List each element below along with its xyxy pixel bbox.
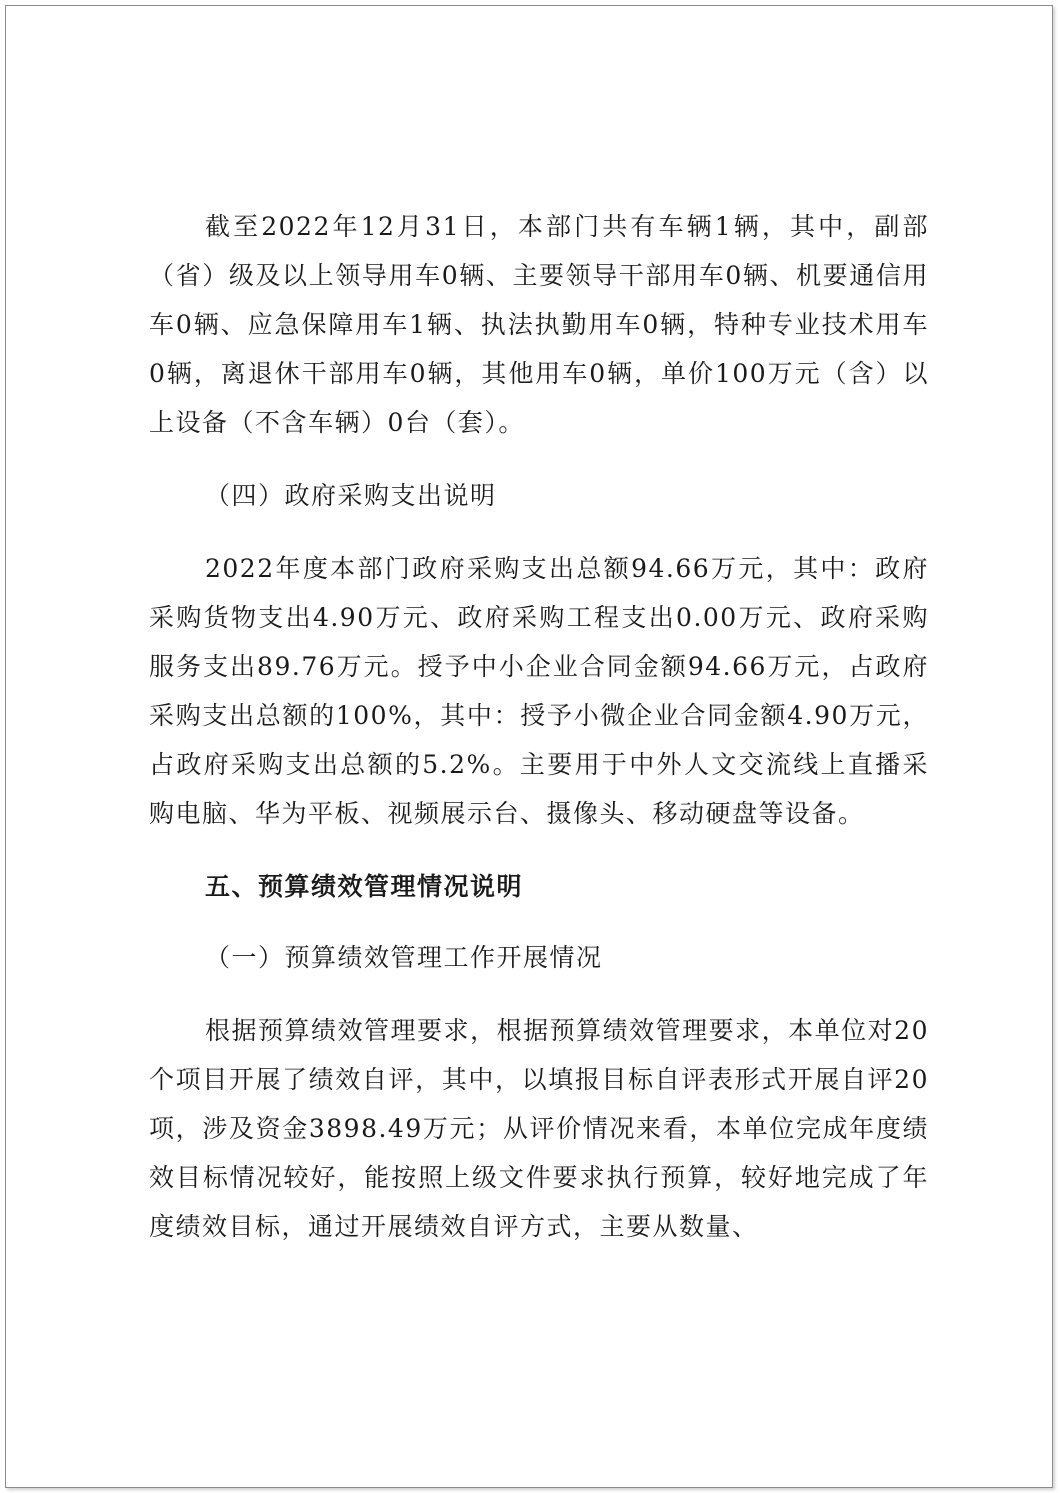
- document-page: [5, 5, 1053, 1488]
- paragraph-procurement: 2022年度本部门政府采购支出总额94.66万元，其中：政府采购货物支出4.90万元、政府采购工程支出0.00万元、政府采购服务支出89.76万元。授予中小企业合同金额94.66万元，占政府采购支出总额的100%，其中：授予小微企业合同金额4.90万元，占政府采购支出总额的5.2%。主要用于中外人文交流线上直播采购电脑、华为平板、视频展示台、摄像头、移动硬盘等设备。: [149, 554, 929, 828]
- paragraph-vehicles: 截至2022年12月31日，本部门共有车辆1辆，其中，副部（省）级及以上领导用车0辆、主要领导干部用车0辆、机要通信用车0辆、应急保障用车1辆、执法执勤用车0辆，特种专业技术用车0辆，离退休干部用车0辆，其他用车0辆，单价100万元（含）以上设备（不含车辆）0台（套）。: [149, 212, 929, 437]
- heading-performance-work: （一）预算绩效管理工作开展情况: [205, 943, 603, 972]
- heading-procurement: （四）政府采购支出说明: [205, 481, 497, 510]
- document-body: [149, 202, 929, 1251]
- paragraph-performance: 根据预算绩效管理要求，根据预算绩效管理要求，本单位对20个项目开展了绩效自评，其中，以填报目标自评表形式开展自评20项，涉及资金3898.49万元；从评价情况来看，本单位完成年度绩效目标情况较好，能按照上级文件要求执行预算，较好地完成了年度绩效目标，通过开展绩效自评方式，主要从数量、: [149, 1016, 929, 1241]
- heading-section-5: 五、预算绩效管理情况说明: [205, 872, 524, 901]
